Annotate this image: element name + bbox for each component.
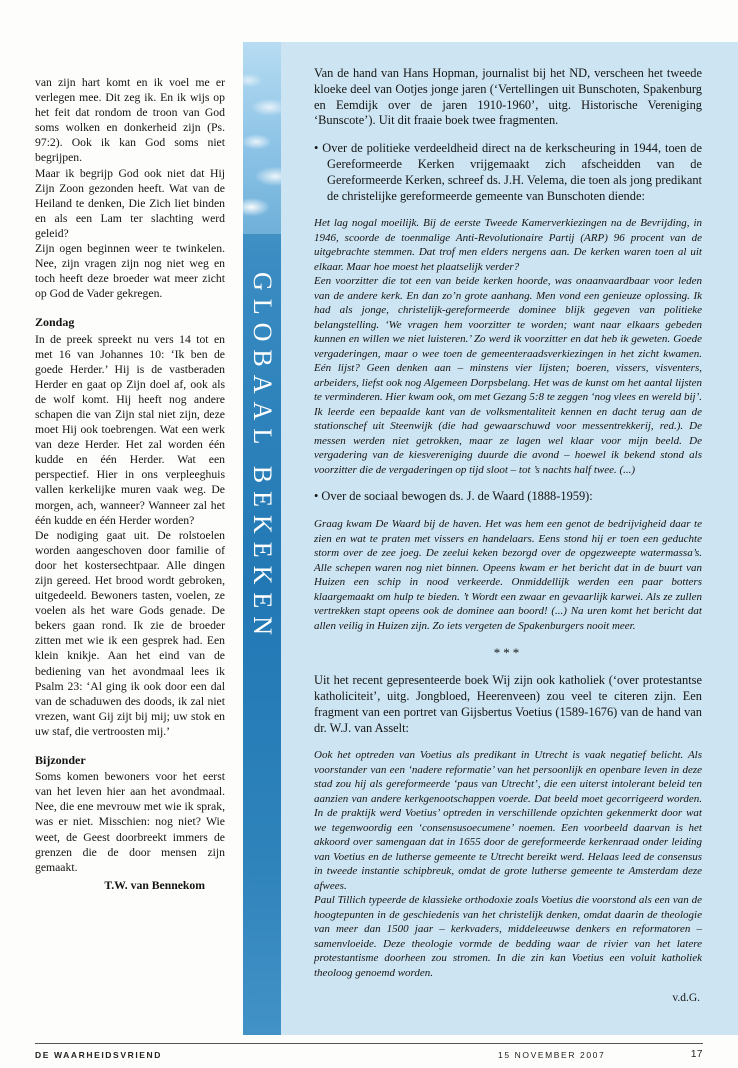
quote-paragraph: Het lag nogal moeilijk. Bij de eerste Tweede Kamerverkiezingen na de Bevrijding, in 1946, scoorde de toenmalige Anti-Revolutionaire Partij (ARP) 96 procent van de uitgebrachte stemmen. Dat trof men elders nergens aan. De kerken waren toen al uit elkaar. Maar hoe moest het plaatselijk verder? (314, 217, 702, 273)
section-heading-zondag: Zondag (35, 315, 75, 330)
intro-paragraph: Van de hand van Hans Hopman, journalist bij het ND, verscheen het tweede kloeke deel van Ootjes jonge jaren (‘Vertellingen uit Bunschoten, Spakenburg en Eemdijk over de jaren 1910-1960’, uitg. Historische Vereniging ‘Bunscote’). Uit dit fraaie boek twee fragmenten. (314, 66, 702, 128)
article-paragraph: De nodiging gaat uit. De rolstoelen worden aangeschoven door familie of door het kostersechtpaar. Alle dingen zijn gereed. Het brood wordt gebroken, uitgedeeld. Bewoners tasten, voelen, ze voelen als het ware Gods genade. De bekers gaan rond. Ik zie de broeder zitten met wie ik een gesprek had. Een klein knikje. Aan het eind van de bediening van het avondmaal lees ik Psalm 23: ‘Al ging ik ook door een dal van de schaduwen des doods, ik zal niet vrezen, want Gij zijt bij mij; uw stok en uw staf, die vertroosten mij.’ (35, 528, 225, 738)
article-paragraph: In de preek spreekt nu vers 14 tot en met 16 van Johannes 10: ‘Ik ben de goede Herder.’ Hij is de vastberaden Herder en gaat op Zijn doel af, ook als de wolf komt. Hij heeft nog andere schapen die van Zijn stal niet zijn, deze moet Hij ook toebrengen. Wat een werk van deze Herder. Het zal worden één kudde en één Herder. Wat een perspectief. Hier in ons verpleeghuis vallen kerkelijke muren vaak weg. De morgen, ach, wanneer? Wanneer zal het één kudde en één Herder worden? (35, 332, 225, 527)
footer-rule (35, 1043, 703, 1044)
issue-date: 15 NOVEMBER 2007 (498, 1050, 606, 1060)
editor-initials: v.d.G. (672, 992, 700, 1005)
right-article-content (281, 42, 738, 1004)
page-footer (35, 1049, 703, 1063)
left-article-column (35, 75, 225, 893)
page-number: 17 (690, 1049, 703, 1060)
quoted-fragment-velema (314, 216, 702, 477)
section-heading-bijzonder: Bijzonder (35, 753, 86, 768)
quote-paragraph: Ook het optreden van Voetius als predikant in Utrecht is vaak negatief belicht. Als voorstander van een ‘nadere reformatie’ van het persoonlijk en openbare leven in deze stad zou hij als gereformeerde ‘paus van Utrecht’, die een uiterst intolerant beleid ten aanzien van andere kerkgenootschappen voerde. Dat beeld moet gecorrigeerd worden. In de praktijk werd Voetius’ optreden in verschillende opzichten gekenmerkt door wat we tegenwoordig een ‘consensusoecumene’ noemen. Een voorbeeld daarvan is het akkoord over samengaan dat in 1655 door de gereformeerde kerkenraad onder leiding van Voetius en de lutherse gemeente te Utrecht bereikt werd. Helaas leed de consensus in tweede instantie schipbreuk, omdat de grote lutherse gemeente te Amsterdam deze afwees. (314, 749, 702, 892)
article-paragraph: Maar ik begrijp God ook niet dat Hij Zijn Zoon gezonden heeft. Wat van de Heiland te denken, Die Zich liet binden en als een Lam ter slachting werd geleid? (35, 166, 225, 240)
section-banner (243, 42, 281, 1035)
right-article-panel (281, 42, 738, 1035)
bullet-item-dewaard: • Over de sociaal bewogen ds. J. de Waard (1888-1959): (314, 489, 593, 504)
quoted-fragment-dewaard: Graag kwam De Waard bij de haven. Het was hem een genot de bedrijvigheid daar te zien en wat te praten met vissers en handelaars. Eens stond hij er toen een geduchte storm over de zee joeg. De zeelui keken bezorgd over de opgezweepte watermassa’s. Alle schepen waren nog niet binnen. Opeens kwam er het bericht dat in de buurt van Huizen een schip in nood verkeerde. Onmiddellijk werden een paar botters klaargemaakt om hulp te bieden. ’t Wordt een zwaar en gevaarlijk karwei. Als ze zullen vertrekken stapt opeens ook de dominee aan boord! (...) Na uren komt het bericht dat allen veilig in Huizen zijn. Zo iets vergeten de Spakenburgers nooit meer. (314, 518, 702, 632)
quoted-fragment-voetius (314, 748, 702, 980)
article-paragraph: van zijn hart komt en ik voel me er verlegen mee. Dit zeg ik. En ik wijs op het feit dat rondom de troon van God soms wolken en donkerheid zijn (Ps. 97:2). Ook ik kan God soms niet begrijpen. (35, 76, 225, 165)
article-paragraph: Soms komen bewoners voor het eerst van het leven hier aan het avondmaal. Nee, die ene mevrouw met wie ik sprak, was er niet. Misschien: nog niet? Wie weet, de Geest doorbreekt immers de grenzen die de door mensen zijn gemaakt. (35, 770, 225, 874)
quote-paragraph: Een voorzitter die tot een van beide kerken hoorde, was onaanvaardbaar voor leden van de andere kerk. En dan zo’n grote aanhang. Men vond een genieuze oplossing. Ik had als jonge, christelijk-gereformeerde dominee blijk gegeven van politieke belangstelling. ‘We vragen hem voorzitter te worden; want naar elkaars gebeden kunnen en willen we niet luisteren.’ Zo werd ik voorzitter en dat heb ik geweten. Goede vergaderingen, maar o wee toen de gemeenteraadsverkiezingen in het zicht kwamen. Eén lijst? Geen denken aan – minstens vier lijsten; boeren, vissers, visventers, arbeiders, liefst ook nog Algemeen Dorpsbelang. Het was de kunst om het aantal lijsten te verminderen. Hier kwam ook, om met Gezang 5:8 te zeggen ‘nog vlees en wereld bij’. Ik leerde een bepaalde kant van de volksmentaliteit kennen en dacht terug aan de stationschef uit Steenwijk (die had gewaarschuwd voor messentrekkerij, red.). De messen werden niet getrokken, maar ze lagen wel klaar voor mijn beeld. De vergadering van de kiesvereniging duurde die avond – hoewel ik bekend stond als voorzitter die de vergaderingen op tijd sloot – tot ’s nachts half twee. (...) (314, 275, 702, 476)
author-signature: T.W. van Bennekom (104, 878, 205, 892)
asterisk-separator: *** (493, 645, 523, 661)
clouds-photo (243, 42, 281, 234)
second-intro-paragraph: Uit het recent gepresenteerde boek Wij zijn ook katholiek (‘over protestantse katholiciteit’, uitg. Jongbloed, Heerenveen) zou veel te citeren zijn. Een fragment van een portret van Gijsbertus Voetius (1589-1676) van de hand van dr. W.J. van Asselt: (314, 673, 702, 735)
section-title-vertical: GLOBAAL BEKEKEN (248, 272, 277, 644)
publication-name: DE WAARHEIDSVRIEND (35, 1050, 163, 1060)
bullet-item-velema: • Over de politieke verdeeldheid direct na de kerkscheuring in 1944, toen de Gereformeerde Kerken vrijgemaakt zich afscheidden van de Gereformeerde Kerken, schreef ds. J.H. Velema, die toen als jong predikant de christelijke gereformeerde gemeente van Bunschoten diende: (314, 141, 702, 203)
article-paragraph: Zijn ogen beginnen weer te twinkelen. Nee, zijn vragen zijn nog niet weg en toch heeft deze broeder wat meer zicht op God de Vader gekregen. (35, 242, 225, 301)
quote-paragraph: Paul Tillich typeerde de klassieke orthodoxie zoals Voetius die voorstond als een van de hoogtepunten in de geschiedenis van het christelijk denken, omdat daarin de theologie van meer dan 1500 jaar – kerkvaders, middeleeuwse denkers en reformatoren – samenvloeide. Deze theologie vormde de bedding waar de rivier van het latere protestantisme doorheen zou stromen. In die zin kan Voetius een voluit katholiek theoloog genoemd worden. (314, 894, 702, 979)
